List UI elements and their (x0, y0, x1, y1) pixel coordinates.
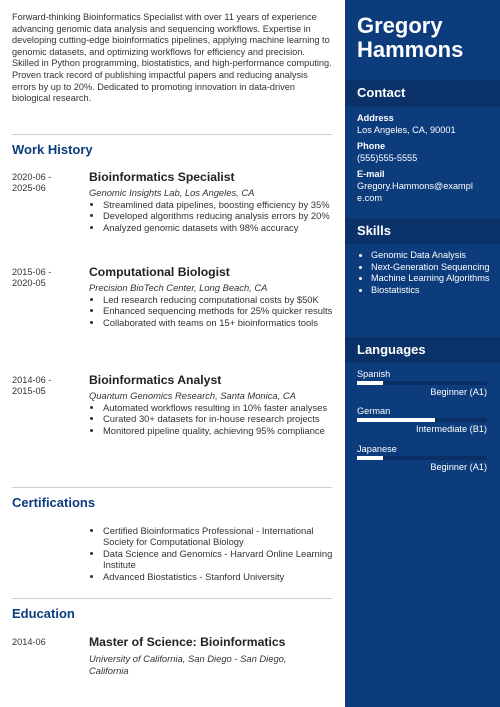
email-line: Gregory.Hammons@exampl (357, 181, 473, 191)
certifications-list (89, 525, 343, 582)
list-item: • Biostatistics (371, 285, 500, 297)
job-date: 2020-06 - 2025-06 (12, 172, 52, 193)
education-date: 2014-06 (12, 637, 46, 647)
skills-heading: Skills (357, 223, 391, 238)
work-history-heading: Work History (12, 142, 93, 157)
sidebar (345, 0, 500, 707)
list-item: • Automated workflows resulting in 10% faster analyses (103, 402, 343, 413)
job-date: 2015-06 - 2020-05 (12, 267, 52, 288)
last-name: Hammons (357, 37, 464, 62)
professional-summary: Forward-thinking Bioinformatics Specialist with over 11 years of experience advancing genomic data analysis and sequencing workflows. Expertise in developing cutting-edge bioinformatics pipelines, applying machine learning to genomic datasets, and optimizing workflows for efficiency and precision. Skilled in Python programming, biostatistics, and high-performance computing. Proven track record of publishing impactful papers and reducing analysis errors by up to 20%. Dedicated to promoting innovation in data-driven biological research. (12, 12, 332, 104)
job-bullets (89, 199, 343, 233)
skills-heading-bar (345, 218, 500, 244)
contact-heading-bar (345, 80, 500, 106)
language-name: Japanese (357, 444, 397, 454)
job-company: Precision BioTech Center, Long Beach, CA (89, 282, 268, 293)
skills-list (357, 250, 500, 296)
job-date: 2014-06 - 2015-05 (12, 375, 52, 396)
language-level-bar (357, 381, 487, 385)
certifications-heading: Certifications (12, 495, 96, 510)
language-level: Beginner (A1) (430, 462, 487, 472)
list-item: • Genomic Data Analysis (371, 250, 500, 262)
candidate-name (357, 14, 463, 62)
language-level-fill (357, 381, 383, 385)
education-school: University of California, San Diego - San Diego, California (89, 653, 287, 676)
list-item: • Led research reducing computational costs by $50K (103, 294, 343, 305)
job-title: Bioinformatics Specialist (89, 170, 235, 184)
address-value: Los Angeles, CA, 90001 (357, 125, 456, 135)
language-level-fill (357, 418, 435, 422)
list-item: • Curated 30+ datasets for in-house research projects (103, 413, 343, 424)
list-item: • Advanced Biostatistics - Stanford University (103, 571, 343, 582)
job-title: Bioinformatics Analyst (89, 373, 222, 387)
address-label: Address (357, 113, 394, 123)
language-level-fill (357, 456, 383, 460)
job-bullets (89, 294, 343, 328)
contact-heading: Contact (357, 85, 406, 100)
list-item: • Streamlined data pipelines, boosting efficiency by 35% (103, 199, 343, 210)
language-name: Spanish (357, 369, 391, 379)
first-name: Gregory (357, 13, 443, 38)
language-level-bar (357, 418, 487, 422)
language-name: German (357, 406, 391, 416)
phone-value: (555)555-5555 (357, 153, 418, 163)
list-item: • Monitored pipeline quality, achieving 95% compliance (103, 425, 343, 436)
list-item: • Developed algorithms reducing analysis errors by 20% (103, 210, 343, 221)
list-item: • Collaborated with teams on 15+ bioinformatics tools (103, 317, 343, 328)
list-item: • Data Science and Genomics - Harvard Online Learning Institute (103, 548, 343, 571)
divider (12, 487, 332, 488)
list-item: • Next-Generation Sequencing (371, 262, 500, 274)
email-label: E-mail (357, 169, 385, 179)
email-line: e.com (357, 192, 383, 203)
email-value[interactable] (357, 181, 473, 204)
languages-heading-bar (345, 337, 500, 363)
list-item: • Analyzed genomic datasets with 98% accuracy (103, 222, 343, 233)
education-heading: Education (12, 606, 75, 621)
job-title: Computational Biologist (89, 265, 230, 279)
divider (12, 134, 332, 135)
list-item: • Enhanced sequencing methods for 25% quicker results (103, 305, 343, 316)
languages-heading: Languages (357, 342, 426, 357)
list-item: • Machine Learning Algorithms (371, 273, 500, 285)
language-level: Intermediate (B1) (416, 424, 487, 434)
list-item: • Certified Bioinformatics Professional - International Society for Computational Biology (103, 525, 343, 548)
job-bullets (89, 402, 343, 436)
language-level-bar (357, 456, 487, 460)
job-company: Genomic Insights Lab, Los Angeles, CA (89, 187, 255, 198)
divider (12, 598, 332, 599)
education-degree: Master of Science: Bioinformatics (89, 635, 286, 649)
phone-label: Phone (357, 141, 386, 151)
job-company: Quantum Genomics Research, Santa Monica, CA (89, 390, 296, 401)
language-level: Beginner (A1) (430, 387, 487, 397)
